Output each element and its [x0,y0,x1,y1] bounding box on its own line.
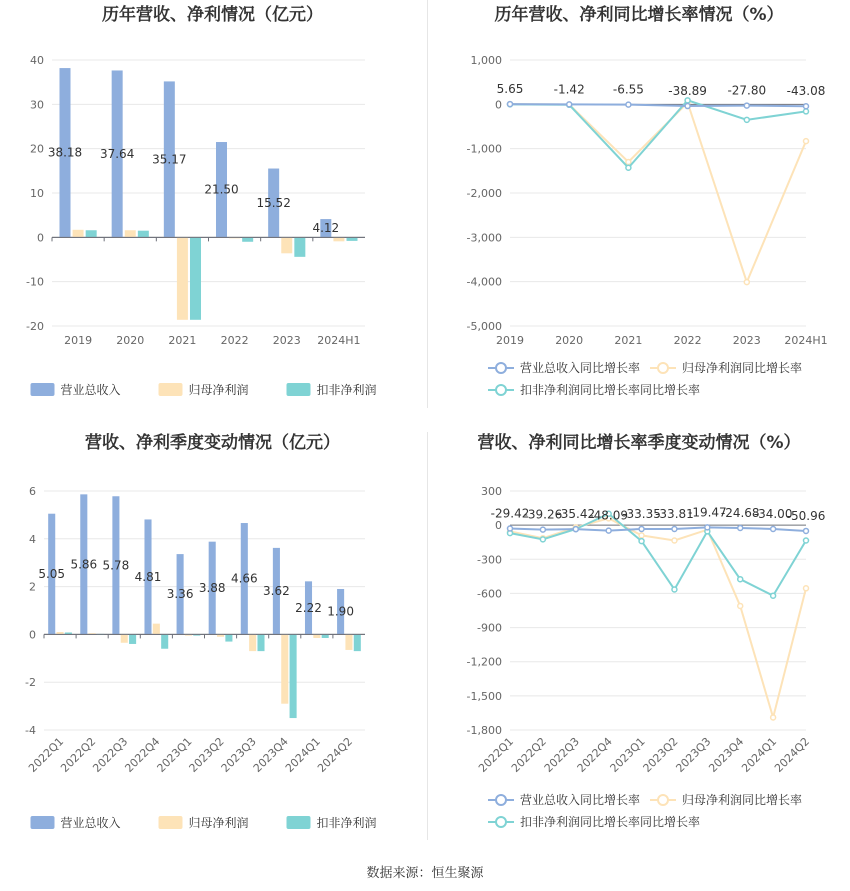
series-point [639,526,644,531]
data-label: -1.42 [553,82,585,97]
series-point [685,98,690,103]
chart-title: 历年营收、净利情况（亿元） [102,5,323,25]
y-tick-label: 0 [37,231,44,245]
legend-label: 扣非净利润 [316,816,377,830]
legend-swatch [287,383,311,396]
x-tick-label: 2022 [673,334,702,347]
bar-net-profit [281,237,292,253]
series-point [573,527,578,532]
y-tick-label: 0 [495,98,502,112]
y-tick-label: -1,200 [466,655,502,669]
bar-deducted-net-profit [225,634,232,641]
y-tick-label: -3,000 [466,231,502,245]
data-label: 38.18 [47,145,83,160]
x-tick-label: 2023 [272,334,301,347]
series-point [606,528,611,533]
bar-deducted-net-profit [138,231,149,238]
y-tick-label: 0 [29,628,36,642]
series-point [804,538,809,543]
data-label: 4.12 [312,221,340,236]
legend-marker [496,385,506,395]
x-tick-label: 2022Q4 [574,734,615,775]
x-tick-label: 2019 [496,334,524,347]
bar-deducted-net-profit [347,237,358,241]
x-tick-label: 2024H1 [317,334,361,347]
series-line-net-profit-growth [510,518,806,717]
legend-swatch [159,383,183,396]
chart-title: 营收、净利同比增长率季度变动情况（%） [477,433,801,453]
legend-swatch [287,816,311,829]
y-tick-label: -2,000 [466,187,502,200]
annual-revenue-profit-chart [0,0,425,420]
series-point [738,577,743,582]
legend-swatch [31,816,55,829]
legend-marker [496,795,506,805]
data-label: 3.36 [166,587,194,602]
data-label: -24.68 [720,505,760,520]
bar-deducted-net-profit [257,634,264,651]
data-label: 4.66 [230,571,258,586]
legend-label: 归母净利润 [188,383,249,397]
series-point [771,593,776,598]
series-point [540,537,545,542]
series-point [567,102,572,107]
series-line-deducted-profit-growth [510,514,806,596]
series-point [672,526,677,531]
y-tick-label: -4,000 [466,275,502,289]
legend-label: 归母净利润 [188,816,249,830]
y-tick-label: -900 [477,621,502,635]
x-tick-label: 2022Q2 [508,734,550,775]
data-label: 4.81 [134,569,162,584]
y-tick-label: -1,500 [466,689,502,703]
legend-swatch [159,816,183,829]
series-point [672,538,677,543]
data-label: -19.47 [687,505,727,520]
series-point [771,527,776,532]
series-point [744,280,749,285]
y-tick-label: 0 [495,519,502,533]
series-point [804,528,809,533]
bar-deducted-net-profit [86,230,97,237]
x-tick-label: 2024Q1 [739,734,780,775]
legend-label: 扣非净利润 [316,383,377,397]
x-tick-label: 2024Q2 [772,734,813,775]
bar-deducted-net-profit [242,237,253,241]
annual-growth-rate-chart [428,0,850,420]
x-tick-label: 2023Q2 [186,734,227,775]
x-tick-label: 2024Q1 [282,734,323,775]
series-point [626,102,631,107]
series-point [705,525,710,530]
bar-deducted-net-profit [190,237,201,319]
bar-net-profit [177,237,188,319]
series-point [508,102,513,107]
data-label: -43.08 [786,84,826,99]
x-tick-label: 2022Q3 [541,734,582,775]
legend-label: 归母净利润同比增长率 [682,793,803,807]
x-tick-label: 2024Q2 [315,734,356,775]
x-tick-label: 2023Q1 [154,734,195,775]
series-point [738,525,743,530]
y-tick-label: 20 [30,142,44,156]
bar-net-profit [125,230,136,237]
data-label: -29.42 [490,506,530,521]
y-tick-label: -300 [477,553,502,567]
bar-deducted-net-profit [129,634,136,644]
data-label: 1.90 [327,604,354,619]
data-label: 2.22 [295,600,322,615]
y-tick-label: 300 [481,485,502,498]
series-line-revenue-growth [510,527,806,531]
x-tick-label: 2023Q3 [673,734,714,775]
x-tick-label: 2020 [555,334,584,347]
data-label: -35.42 [556,507,596,522]
series-point [771,715,776,720]
series-point [804,109,809,114]
data-label: 3.88 [198,581,226,596]
x-tick-label: 2021 [168,334,197,347]
y-tick-label: -10 [26,275,44,289]
legend-marker [496,363,506,373]
bar-net-profit [73,230,84,238]
data-label: 5.05 [38,567,66,582]
data-label: 37.64 [99,146,135,161]
bar-net-profit [121,634,128,642]
data-label: 5.86 [70,557,98,572]
data-label: -33.35 [622,506,661,521]
legend-label: 归母净利润同比增长率 [682,361,803,375]
quarterly-growth-rate-chart [428,428,850,848]
x-tick-label: 2022Q1 [476,734,517,775]
data-label: 15.52 [256,195,291,210]
bar-deducted-net-profit [294,237,305,257]
series-line-net-profit-growth [510,103,806,283]
data-label: -48.09 [589,508,629,523]
y-tick-label: 4 [29,532,36,546]
y-tick-label: 2 [29,580,36,594]
data-label: -50.96 [786,508,826,523]
bar-net-profit [153,624,160,635]
data-label: -33.81 [655,506,694,521]
y-tick-label: -1,000 [466,142,502,156]
data-label: 5.78 [102,558,130,573]
data-label: 3.62 [263,584,290,599]
data-label: -34.00 [753,507,793,522]
y-tick-label: -600 [477,587,502,601]
legend-marker [658,363,668,373]
y-tick-label: 40 [30,54,44,67]
data-label: -38.89 [668,84,707,99]
data-label: -6.55 [612,82,644,97]
legend-label: 营业总收入 [60,383,121,397]
series-point [744,117,749,122]
x-tick-label: 2022Q4 [122,734,163,775]
legend-label: 扣非净利润同比增长率同比增长率 [520,383,701,397]
bar-net-profit [313,634,320,638]
quarterly-revenue-profit-chart [0,428,425,848]
series-point [804,104,809,109]
data-label: -39.26 [523,507,563,522]
x-tick-label: 2021 [614,334,643,347]
y-tick-label: -1,800 [466,724,502,737]
x-tick-label: 2023Q2 [640,734,681,775]
x-tick-label: 2023Q4 [250,734,291,775]
y-tick-label: -4 [25,724,36,737]
x-tick-label: 2020 [116,334,145,347]
chart-title: 营收、净利季度变动情况（亿元） [85,433,340,453]
y-tick-label: -2 [25,676,36,690]
series-point [540,527,545,532]
series-point [639,533,644,538]
data-label: 5.65 [496,82,524,97]
series-point [672,587,677,592]
bar-deducted-net-profit [290,634,297,718]
series-point [804,139,809,144]
chart-title: 历年营收、净利同比增长率情况（%） [494,5,784,25]
y-tick-label: 1,000 [470,54,502,67]
x-tick-label: 2023 [732,334,761,347]
series-point [626,159,631,164]
bar-deducted-net-profit [322,634,329,638]
y-tick-label: 10 [30,187,44,200]
x-tick-label: 2024H1 [784,334,828,347]
data-source-note: 数据来源：恒生聚源 [366,866,484,881]
series-point [804,586,809,591]
legend-swatch [31,383,55,396]
legend-label: 营业总收入同比增长率 [520,793,641,807]
series-point [508,526,513,531]
x-tick-label: 2023Q4 [706,734,747,775]
series-point [744,103,749,108]
series-point [738,603,743,608]
x-tick-label: 2022Q2 [58,734,99,775]
bar-net-profit [249,634,256,651]
legend-marker [496,817,506,827]
x-tick-label: 2022Q1 [26,734,67,775]
y-tick-label: 6 [29,485,36,498]
series-point [685,104,690,109]
legend-label: 营业总收入同比增长率 [520,361,641,375]
x-tick-label: 2022Q3 [90,734,131,775]
y-tick-label: 30 [30,98,44,112]
legend-marker [658,795,668,805]
bar-net-profit [281,634,288,703]
y-tick-label: -20 [26,320,44,333]
bar-net-profit [333,237,344,241]
x-tick-label: 2023Q1 [607,734,648,775]
x-tick-label: 2022 [220,334,249,347]
series-line-deducted-profit-growth [510,100,806,167]
y-tick-label: -5,000 [466,320,502,333]
series-point [626,165,631,170]
data-label: 35.17 [152,152,187,167]
bar-net-profit [345,634,352,650]
bar-deducted-net-profit [161,634,168,648]
legend-label: 扣非净利润同比增长率同比增长率 [520,815,701,829]
legend-label: 营业总收入 [60,816,121,830]
series-point [639,539,644,544]
data-label: 21.50 [204,182,239,197]
bar-deducted-net-profit [354,634,361,651]
x-tick-label: 2023Q3 [218,734,259,775]
x-tick-label: 2019 [64,334,93,347]
data-label: -27.80 [727,83,767,98]
